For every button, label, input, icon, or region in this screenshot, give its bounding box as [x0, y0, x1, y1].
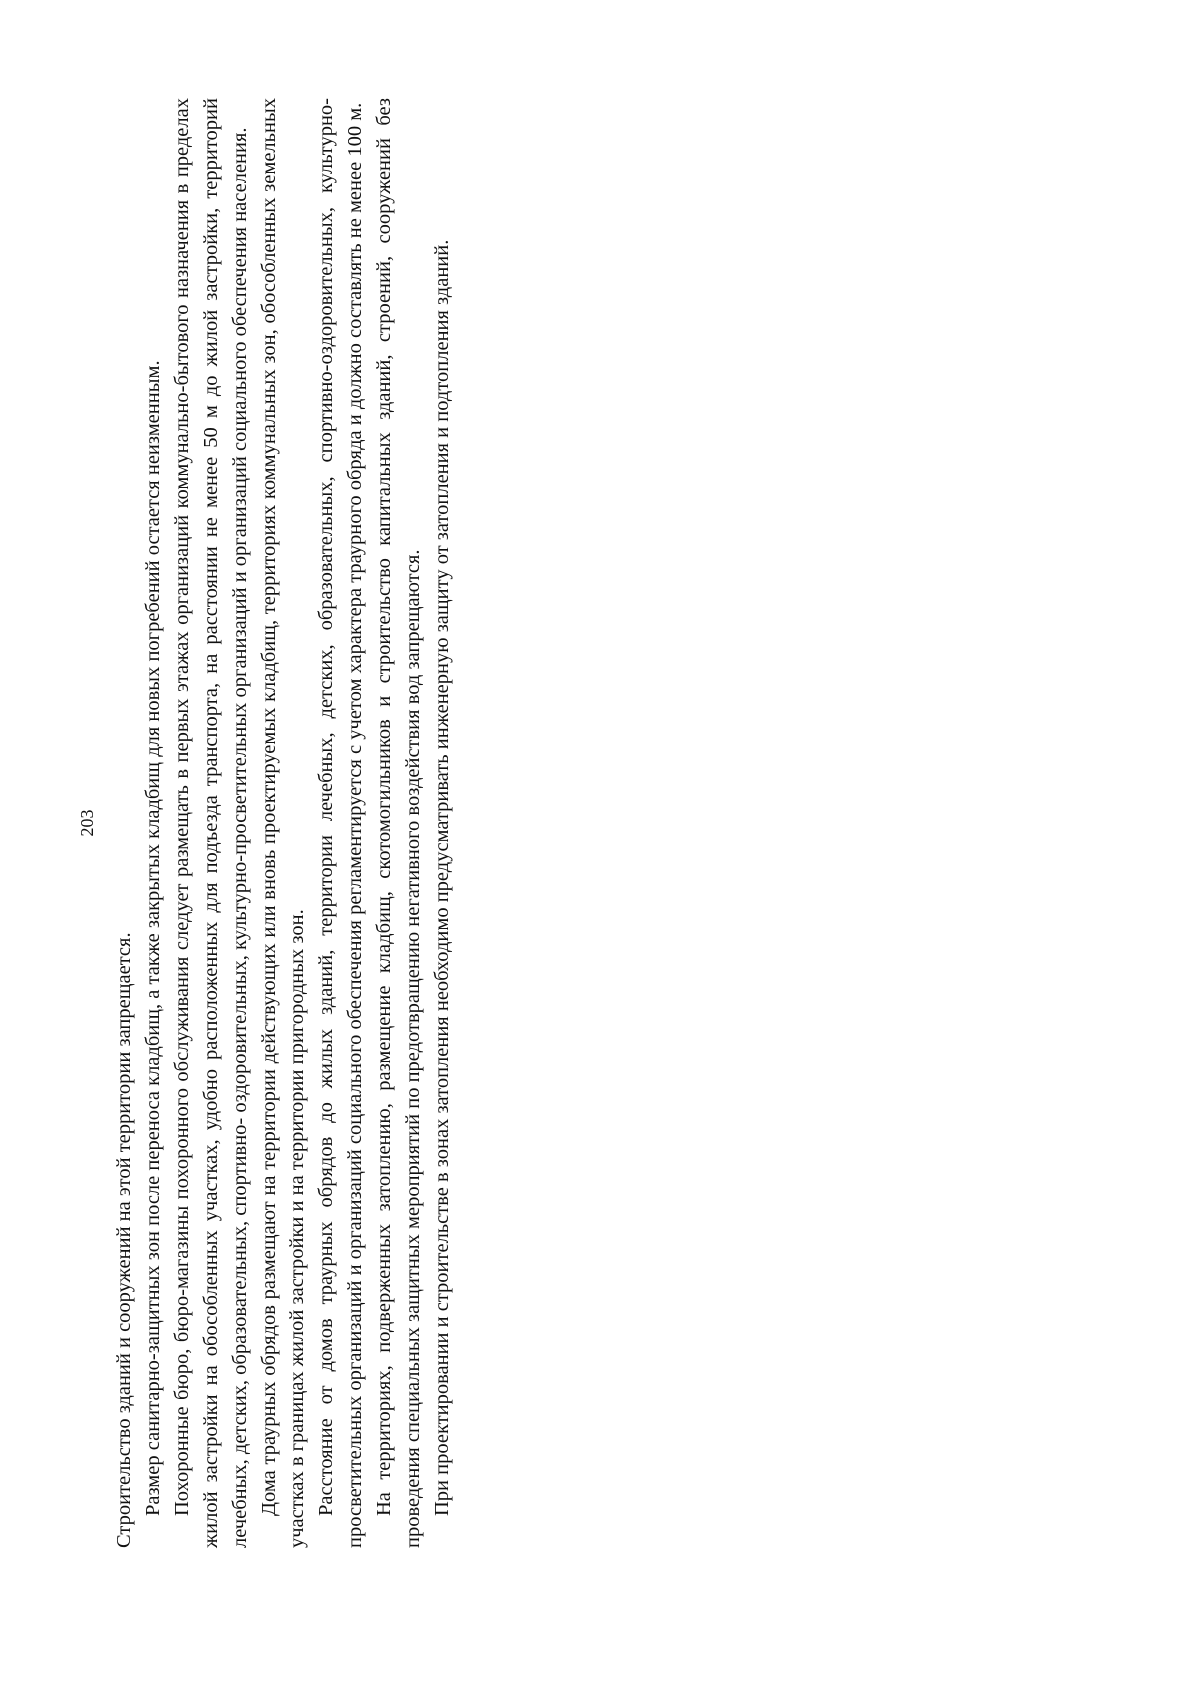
page-number: 203 [77, 809, 97, 837]
body-text [110, 98, 457, 1548]
paragraph: Размер санитарно-защитных зон после переноса кладбищ, а также закрытых кладбищ для новых погребений остается неизменным. [141, 360, 164, 1516]
paragraph: Похоронные бюро, бюро-магазины похоронного обслуживания следует размещать в первых этажах организаций коммунально-бытового назначения в пределах жилой застройки на обособленных участках, удобно расположенных для подъезда транспорта, на расстоянии не менее 50 м до жилой застройки, территорий лечебных, детских, образовательных, спортивно- оздоровительных, культурно-просветительных организаций и организаций социального обеспечения населения. [170, 98, 251, 1548]
rotated-text-frame [77, 98, 550, 1548]
paragraph: При проектировании и строительстве в зонах затопления необходимо предусматривать инженерную защиту от затопления и подтопления зданий. [430, 239, 453, 1516]
paragraph: Строительство зданий и сооружений на этой территории запрещается. [113, 932, 135, 1548]
paragraph: Дома траурных обрядов размещают на территории действующих или вновь проектируемых кладбищ, территориях коммунальных зон, обособленных земельных участках в границах жилой застройки и на территории пригородных зон. [257, 98, 309, 1548]
paragraph: На территориях, подверженных затоплению, размещение кладбищ, скотомогильников и строительство капитальных зданий, строений, сооружений без проведения специальных защитных мероприятий по предотвращению негативного воздействия вод запрещаются. [373, 98, 425, 1548]
paragraph: Расстояние от домов траурных обрядов до жилых зданий, территории лечебных, детских, образовательных, спортивно-оздоровительных, культурно-просветительных организаций и организаций социального обеспечения регламентируется с учетом характера траурного обряда и должно составлять не менее 100 м. [315, 98, 367, 1548]
